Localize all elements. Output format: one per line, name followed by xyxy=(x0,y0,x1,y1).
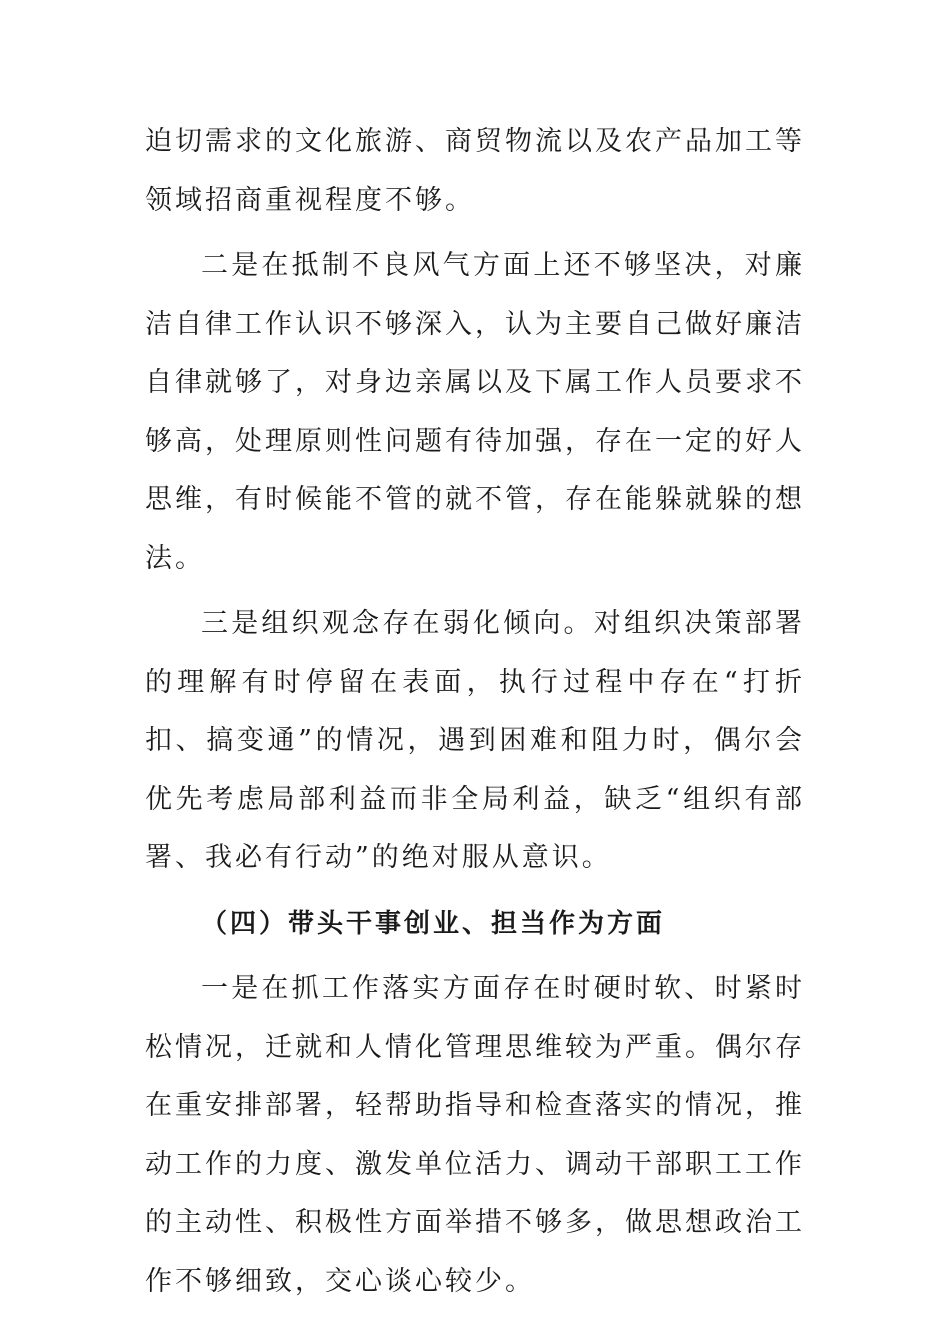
paragraph-section-point-one: 一是在抓工作落实方面存在时硬时软、时紧时松情况，迁就和人情化管理思维较为严重。偶尔存在重安排部署，轻帮助指导和检查落实的情况，推动工作的力度、激发单位活力、调动干部职工工作的主动性、积极性方面举措不够多，做思想政治工作不够细致，交心谈心较少。 xyxy=(145,973,805,1297)
document-body xyxy=(145,113,805,1318)
section-heading: （四）带头干事创业、担当作为方面 xyxy=(201,908,666,939)
paragraph-continuation: 迫切需求的文化旅游、商贸物流以及农产品加工等领域招商重视程度不够。 xyxy=(145,126,805,216)
paragraph-point-three: 三是组织观念存在弱化倾向。对组织决策部署的理解有时停留在表面，执行过程中存在“打折扣、搞变通”的情况，遇到困难和阻力时，偶尔会优先考虑局部利益而非全局利益，缺乏“组织有部署、我必有行动”的绝对服从意识。 xyxy=(145,608,805,873)
paragraph-point-two: 二是在抵制不良风气方面上还不够坚决，对廉洁自律工作认识不够深入，认为主要自己做好廉洁自律就够了，对身边亲属以及下属工作人员要求不够高，处理原则性问题有待加强，存在一定的好人思维，有时候能不管的就不管，存在能躲就躲的想法。 xyxy=(145,250,805,574)
